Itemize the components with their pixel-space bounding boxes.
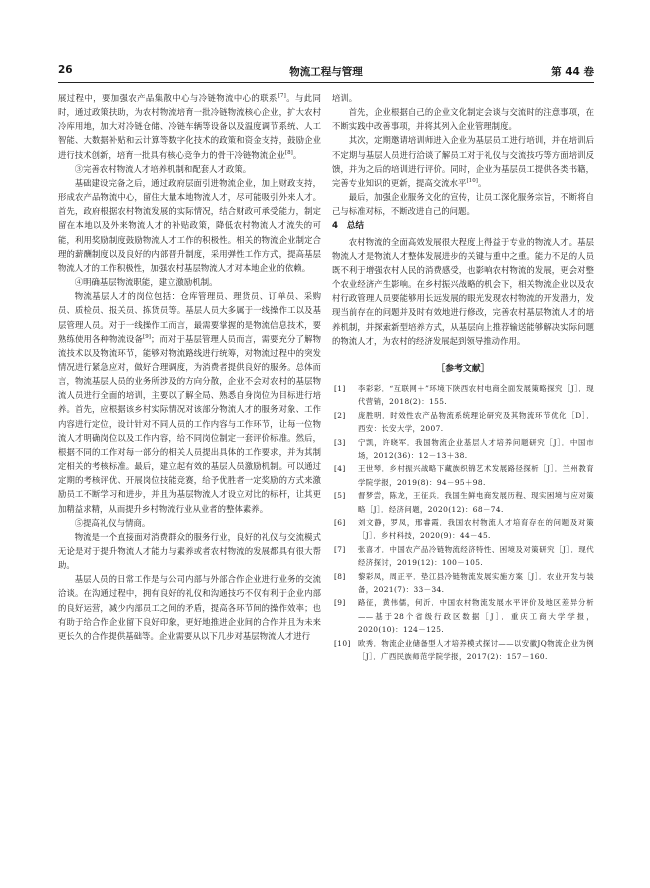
reference-item: [4] 王世琴．乡村振兴战略下藏族织锦艺术发展路径探析［J］．兰州教育学院学报，2019(8)：94－95＋98. — [334, 464, 594, 487]
citation: [8] — [284, 149, 293, 156]
page-number: 26 — [58, 64, 73, 76]
paragraph: 物流基层人才的岗位包括：仓库管理员、理货员、订单员、采购员、质检员、报关员、拣货员等。基层人员大多属于一线操作工以及基层管理人员。对于一线操作工而言，最需要掌握的是物流信息技术，要熟练使用各种物流设备[9]；而对于基层管理人员而言，需要充分了解物流技术以及物流环节，能够对物流路线进行统筹，对物流过程中的突发情况进行紧急应对，做好合理调度，为消费者提供良好的服务。总体而言，物流基层人员的业务所涉及的方向分散，企业不会对农村的基层物流人员进行全面的培训，主要以了解全局、熟悉自身岗位为目标进行培养。首先，应根据该乡村实际情况对该部分物流人才的服务对象、工作内容进行定位，设计针对不同人员的工作内容与工作环节，让每一位物流人才明确岗位以及工作内容，给不同岗位制定一套评价标准。然后，根据不同的工作对每一部分的相关人员提出具体的工作要求，并为其制定相关的考核标准。最后，建立起有效的基层人员激励机制。可以通过定期的考核评优、开展岗位技能竞赛，给予优胜者一定奖励的方式来激励员工不断学习和进步，并且为基层物流人才设立对比的标杆，让其更加精益求精，从而提升乡村物流行业从业者的整体素养。 — [58, 291, 321, 514]
subheading: ⑤提高礼仪与情商。 — [74, 517, 151, 528]
paragraph: 最后，加强企业服务文化的宣传，让员工深化服务宗旨，不断将自己与标准对标，不断改进自己的问题。 — [332, 192, 594, 217]
paragraph: 基础建设完备之后，通过政府层面引进物流企业，加上财政支持，形成农产品物流中心，留住大量本地物流人才，尽可能吸引外来人才。首先，政府根据农村物流发展的实际情况，结合财政可承受能力，制定留在本地以及外来物流人才的补贴政策，降低农村物流人才流失的可能，利用奖励制度鼓励物流人才工作的积极性。相关的物流企业制定合理的薪酬制度以及良好的内部晋升制度，采用弹性工作方式，提高基层物流人才的工作积极性，加强农村基层物流人才对本地企业的依赖。 — [58, 177, 321, 273]
left-column — [58, 91, 321, 643]
subheading: ③完善农村物流人才培养机制和配套人才政策。 — [74, 163, 252, 174]
paragraph: 首先，企业根据自己的企业文化制定会谈与交流时的注意事项，在不断实践中改善事项，并将其列入企业管理制度。 — [332, 107, 594, 132]
section-heading: 4 总结 — [332, 221, 365, 232]
reference-item: [8] 黎彩凤，周正平．垫江县冷链物流发展实施方案［J］．农业开发与装备，2021(7)：33－34. — [334, 571, 594, 595]
paragraph: 农村物流的全面高效发展很大程度上得益于专业的物流人才。基层物流人才是物流人才整体发展进步的关键与重中之重。能力不足的人员既不利于增强农村人民的消费感受，也影响农村物流的发展，更会对整个农业经济产生影响。在乡村振兴战略的机会下，相关物流企业以及农村行政管理人员要能够用长远发展的眼光发现农村物流的开发潜力，发现当前存在的问题并及时有效地进行修改，完善农村基层物流人才的培养机制，并探索新型培养方式，从基层向上推荐输送能够解决实际问题的物流人才，为农村的经济发展起到领导推动作用。 — [332, 236, 594, 346]
reference-item: [6] 刘文静，罗凤，邢睿霞．我国农村物流人才培育存在的问题及对策［J］．乡村科技，2020(9)：44－45. — [334, 518, 594, 541]
citation: [7] — [277, 93, 286, 100]
right-column — [332, 91, 594, 664]
paragraph: 物流是一个直接面对消费群众的服务行业，良好的礼仪与交流模式无论是对于提升物流人才能力与素养或者农村物流的发展都具有很大帮助。 — [58, 531, 321, 571]
volume-label: 第 44 卷 — [551, 66, 594, 78]
paragraph: 其次，定期邀请培训师进入企业为基层员工进行培训，并在培训后不定期与基层人员进行洽谈了解员工对于礼仪与交流技巧等方面培训反馈，并为之后的培训进行评价。同时，企业为基层员工提供各类书籍，完善专业知识的更新，提高交流水平[10]。 — [332, 135, 594, 188]
reference-item: [9] 路征，黄伟儒，何沂．中国农村物流发展水平评价及地区差异分析——基于28个省级行政区数据［J］．重庆工商大学学报，2020(10)：124－125. — [334, 598, 594, 635]
paragraph: 展过程中，要加强农产品集散中心与冷链物流中心的联系[7]。与此同时，通过政策扶助，为农村物流培育一批冷链物流核心企业，扩大农村冷库用地，加大对冷链仓储、冷链车辆等设备以及温度调节系统、人工智能、大数据补贴和云计算等数字化技术的政策和资金支持，鼓励企业进行技术创新，培育一批具有核心竞争力的骨干冷链物流企业[8]。 — [58, 93, 322, 160]
reference-item: [5] 督梦尝，陈龙，王征兵．我国生鲜电商发展历程、现实困境与应对策略［J］．经济问题，2020(12)：68－74. — [334, 491, 594, 514]
paragraph: 培训。 — [332, 93, 358, 103]
reference-item: [10] 欧秀．物流企业储备型人才培养模式探讨——以安徽JQ物流企业为例［J］．广西民族师范学院学报，2017(2)：157－160. — [334, 638, 594, 662]
reference-item: [3] 宁凯，许晓军．我国物流企业基层人才培养问题研究［J］．中国市场，2012(36)：12－13＋38. — [334, 437, 594, 460]
journal-title: 物流工程与管理 — [289, 66, 363, 78]
reference-item: [2] 庞胜明．时效性农产品物流系统理论研究及其物流环节优化［D］．西安：长安大学，2007. — [334, 410, 594, 434]
paragraph: 基层人员的日常工作是与公司内部与外部合作企业进行业务的交流洽谈。在沟通过程中，拥有良好的礼仪和沟通技巧不仅有利于企业内部的良好运营，减少内部员工之间的矛盾，提高各环节间的操作效率；也有助于给合作企业留下良好印象，更好地推进企业间的合作并且为未来更长久的合作提供基础等。企业需要从以下几步对基层物流人才进行 — [58, 574, 321, 641]
subheading: ④明确基层物流职能，建立激励机制。 — [74, 277, 218, 288]
citation: [10] — [466, 178, 478, 185]
reference-item: [1] 李彩彩．“互联网＋”环境下陕西农村电商全面发展策略探究［J］．现代营销，2018(2)：155. — [334, 383, 594, 407]
citation: [9] — [143, 333, 152, 340]
reference-item: [7] 张喜才．中国农产品冷链物流经济特性、困境及对策研究［J］．现代经济探讨，2019(12)：100－105. — [334, 544, 594, 568]
page-header — [58, 60, 594, 83]
references-heading: ［参考文献］ — [436, 363, 490, 374]
reference-list — [332, 382, 594, 664]
